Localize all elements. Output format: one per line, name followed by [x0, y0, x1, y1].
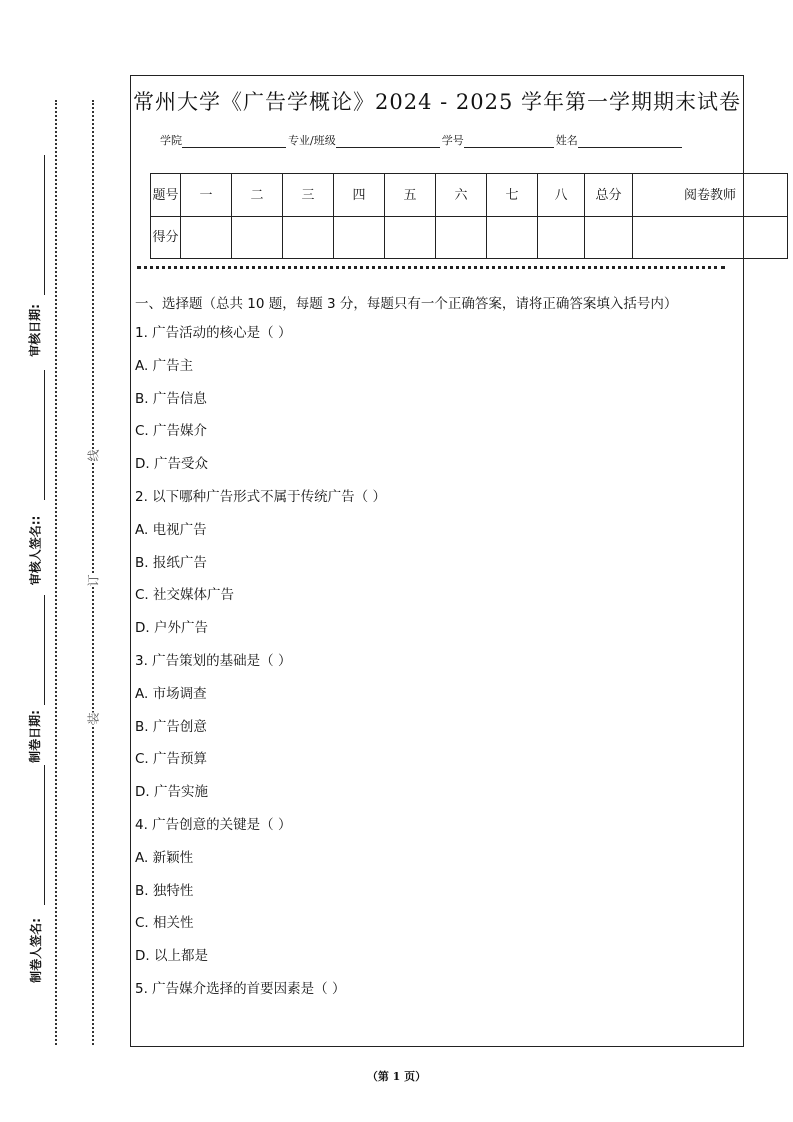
student-id-label: 学号: [441, 134, 464, 147]
answer-option: D. 户外广告: [135, 620, 208, 637]
answer-option: D. 广告实施: [135, 784, 208, 801]
row-label-question: 题号: [151, 174, 181, 217]
preparer-sign-label: 制卷人签名:: [28, 918, 43, 983]
row-label-score: 得分: [151, 217, 181, 259]
answer-option: B. 报纸广告: [135, 554, 207, 571]
score-cell[interactable]: [385, 217, 436, 259]
answer-option: D. 以上都是: [135, 948, 208, 965]
score-cell[interactable]: [436, 217, 487, 259]
answer-option: B. 广告信息: [135, 390, 207, 407]
review-date-label: 审核日期:: [27, 304, 42, 357]
college-label: 学院: [160, 134, 182, 147]
answer-option: B. 广告创意: [135, 718, 207, 735]
answer-option: C. 广告预算: [135, 751, 208, 768]
header-cell: 八: [538, 174, 585, 217]
name-label: 姓名: [555, 134, 578, 147]
preparer-sign-underline: [44, 765, 45, 905]
score-cell[interactable]: [487, 217, 538, 259]
college-field[interactable]: [182, 135, 286, 148]
answer-option: A. 市场调查: [135, 685, 207, 702]
header-cell: 总分: [585, 174, 633, 217]
bind-line-char: 线: [86, 449, 101, 462]
header-cell: 七: [487, 174, 538, 217]
answer-option: C. 社交媒体广告: [135, 587, 235, 604]
question-stem: 3. 广告策划的基础是（ ）: [135, 652, 292, 669]
header-cell: 阅卷教师: [633, 174, 788, 217]
section-heading: 一、选择题（总共 10 题，每题 3 分，每题只有一个正确答案，请将正确答案填入括号内）: [135, 296, 678, 312]
question-stem: 1. 广告活动的核心是（ ）: [135, 325, 292, 341]
bind-order-char: 订: [86, 574, 101, 587]
exam-title: 常州大学《广告学概论》2024 - 2025 学年第一学期期末试卷: [132, 90, 741, 114]
score-table: [150, 173, 788, 259]
major-field[interactable]: [336, 135, 440, 148]
question-stem: 5. 广告媒介选择的首要因素是（ ）: [135, 980, 346, 997]
answer-option: A. 广告主: [135, 357, 194, 374]
score-cell[interactable]: [538, 217, 585, 259]
questions: [135, 293, 735, 1012]
answer-option: A. 电视广告: [135, 521, 207, 538]
prepare-date-underline: [44, 595, 45, 705]
score-cell[interactable]: [232, 217, 283, 259]
header-cell: 三: [283, 174, 334, 217]
major-label: 专业/班级: [288, 134, 336, 147]
question-stem: 2. 以下哪种广告形式不属于传统广告（ ）: [135, 488, 386, 505]
score-cell[interactable]: [283, 217, 334, 259]
header-cell: 六: [436, 174, 487, 217]
answer-option: B. 独特性: [135, 882, 194, 899]
header-cell: 一: [181, 174, 232, 217]
answer-option: A. 新颖性: [135, 849, 194, 866]
score-cell[interactable]: [633, 217, 788, 259]
separator-dotted-line: [137, 266, 725, 269]
header-cell: 二: [232, 174, 283, 217]
prepare-date-label: 制卷日期:: [27, 710, 42, 763]
score-cell[interactable]: [181, 217, 232, 259]
header-cell: 四: [334, 174, 385, 217]
score-cell[interactable]: [585, 217, 633, 259]
name-field[interactable]: [578, 135, 682, 148]
score-cell[interactable]: [334, 217, 385, 259]
bind-fix-char: 装: [86, 712, 101, 725]
question-stem: 4. 广告创意的关键是（ ）: [135, 816, 292, 833]
answer-option: C. 广告媒介: [135, 423, 208, 440]
reviewer-sign-label: 审核人签名::: [28, 515, 43, 586]
review-date-underline: [44, 155, 45, 295]
binding-dotted-line: [92, 100, 94, 1045]
student-info: [160, 132, 684, 148]
page-number: （第 1 页）: [366, 1070, 427, 1083]
answer-option: D. 广告受众: [135, 456, 208, 473]
reviewer-sign-underline: [44, 370, 45, 500]
header-cell: 五: [385, 174, 436, 217]
dotted-margin-line: [55, 100, 57, 1045]
answer-option: C. 相关性: [135, 915, 194, 932]
student-id-field[interactable]: [464, 135, 554, 148]
